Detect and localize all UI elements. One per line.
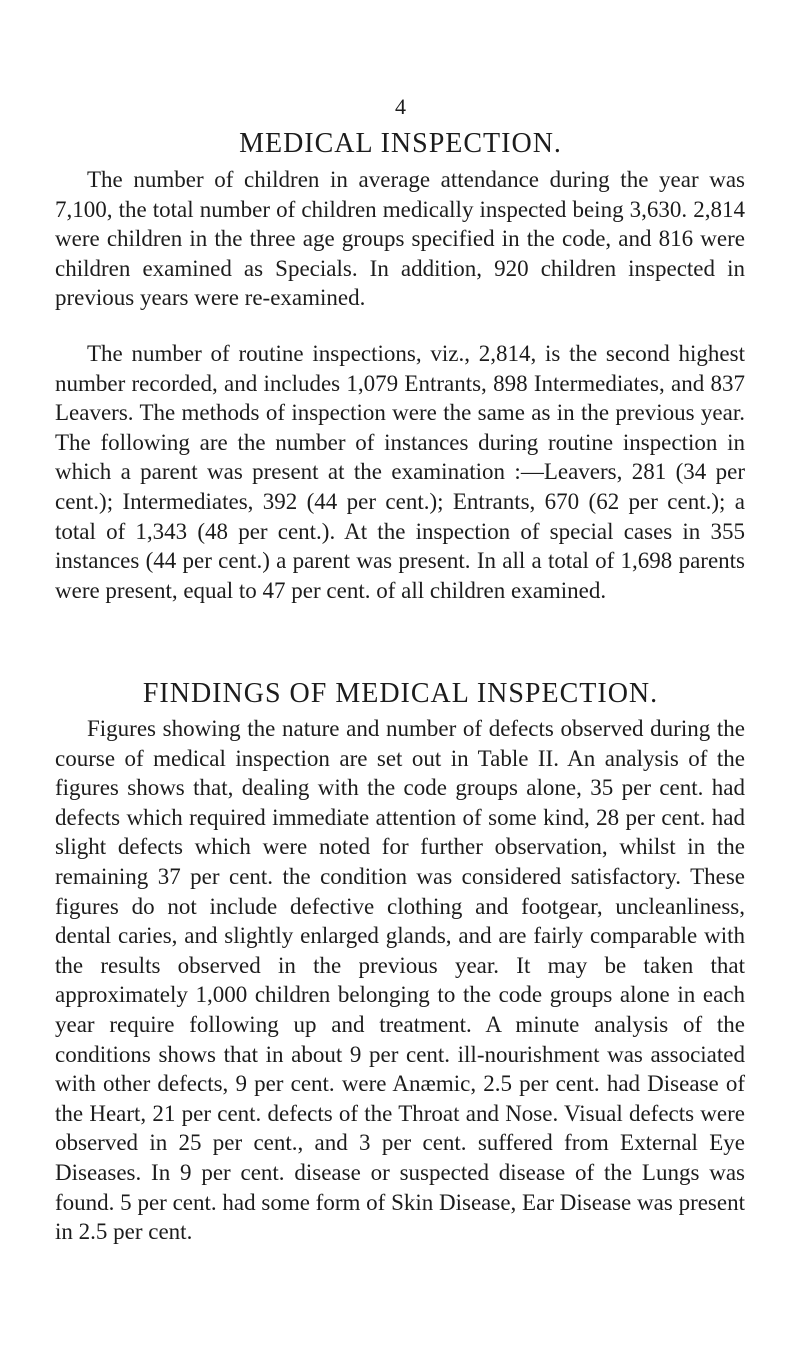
paragraph-attendance: The number of children in average attendance during the year was 7,100, the total number of children medically inspected being 3,630. 2,814 were children in the three age groups specified in the code, and 816 were children examined as Specials. In addition, 920 children inspected in previous years were re-examined. xyxy=(55,167,745,311)
page-number: 4 xyxy=(395,94,406,119)
paragraph-routine-inspections: The number of routine inspections, viz., 2,814, is the second highest number recorded, and includes 1,079 Entrants, 898 Intermediates, and 837 Leavers. The methods of inspection were the same as in the previous year. The following are the number of instances during routine inspection in which a parent was present at the examination :—Leavers, 281 (34 per cent.); Intermediates, 392 (44 per cent.); Entrants, 670 (62 per cent.); a total of 1,343 (48 per cent.). At the inspection of special cases in 355 instances (44 per cent.) a parent was present. In all a total of 1,698 parents were present, equal to 47 per cent. of all children examined. xyxy=(55,341,745,603)
paragraph-findings-analysis: Figures showing the nature and number of defects observed during the course of medical inspection are set out in Table II. An analysis of the figures shows that, dealing with the code groups alone, 35 per cent. had defects which required immediate attention of some kind, 28 per cent. had slight defects which were noted for further observation, whilst in the remaining 37 per cent. the condition was considered satisfactory. These figures do not include defective clothing and footgear, uncleanliness, dental caries, and slightly enlarged glands, and are fairly comparable with the results observed in the previous year. It may be taken that approximately 1,000 children belonging to the code groups alone in each year require following up and treatment. A minute analysis of the conditions shows that in about 9 per cent. ill-nourishment was associated with other defects, 9 per cent. were Anæmic, 2.5 per cent. had Disease of the Heart, 21 per cent. defects of the Throat and Nose. Visual defects were observed in 25 per cent., and 3 per cent. suffered from External Eye Diseases. In 9 per cent. disease or suspected disease of the Lungs was found. 5 per cent. had some form of Skin Disease, Ear Disease was present in 2.5 per cent. xyxy=(55,716,745,1245)
section-heading-findings: FINDINGS OF MEDICAL INSPECTION. xyxy=(142,678,659,709)
section-heading-medical-inspection: MEDICAL INSPECTION. xyxy=(239,128,562,159)
